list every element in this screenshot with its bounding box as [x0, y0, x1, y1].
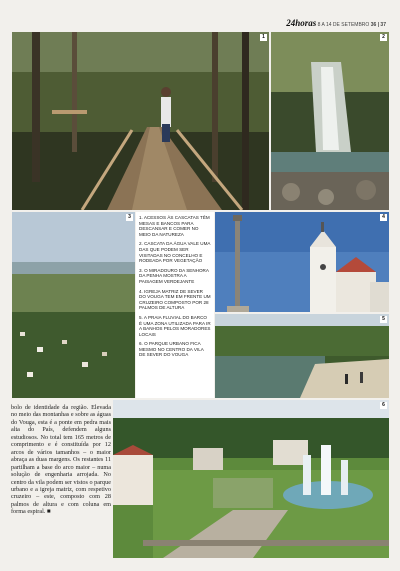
photo-number: 3	[126, 214, 133, 221]
caption-1: 1. ACESSOS ÀS CASCATAS TÊM MESAS E BANCOS PARA DESCANSAR E COMER NO MEIO DA NATUREZA	[139, 215, 210, 237]
caption-4: 4. IGREJA MATRIZ DE SEVER DO VOUGA TEM EM FRENTE UM CRUZEIRO COMPOSTO POR 28 PALMOS DE ALTURA	[139, 288, 211, 311]
caption-2: 2. CASCATA DA ÁGUA VALE UMA DAS QUE PODEM SER VISITADAS NO CONCELHO E RODEADA POR VEGETAÇÃO	[139, 241, 211, 264]
article-text: bolo de identidade da região. Elevada no meio das montanhas e sobre as águas do Vouga, esta é a ponte em pedra mais alta do País, defendem alguns estudiosos. No total tem 165 metros de comprimento e é constituída por 12 arcos de vários tamanhos – o maior abraça as duas margens. Os restantes 11 partilham a base do arco maior – numa solução de engenharia arrojada. No centro da vila podem ser vistos o parque urbano e a igreja matriz, com respetivo cruzeiro – este, composto com 28 palmos de altura e com coluna em forma espiral. ■	[11, 404, 111, 516]
newspaper-brand: 24horas	[286, 18, 317, 28]
photo-captions	[136, 212, 214, 398]
photo-forest-walkway	[12, 32, 269, 210]
issue-date: 8 A 14 DE SETEMBRO	[317, 22, 370, 28]
caption-6: 6. O PARQUE URBANO FICA MESMO NO CENTRO DA VILA DE SEVER DO VOUGA	[139, 341, 204, 358]
caption-5: 5. A PRAIA FLUVIAL DO BARCO É UMA ZONA UTILIZADA PARA IR A BANHOS PELOS MORADORES LOCAIS	[139, 314, 211, 337]
photo-number: 1	[260, 34, 267, 41]
photo-waterfall	[271, 32, 389, 210]
photo-number: 4	[380, 214, 387, 221]
caption-3: 3. O MIRADOURO DA SENHORA DA PENHA MOSTRA A PAISAGEM VERDEJANTE	[139, 267, 209, 284]
photo-urban-park	[113, 400, 389, 558]
photo-number: 6	[380, 402, 387, 409]
page-header	[286, 18, 386, 28]
page-numbers: 36 | 37	[370, 22, 386, 28]
photo-viewpoint	[12, 212, 135, 398]
photo-church	[215, 212, 389, 312]
photo-number: 5	[380, 316, 387, 323]
photo-river-beach	[215, 314, 389, 398]
photo-number: 2	[380, 34, 387, 41]
